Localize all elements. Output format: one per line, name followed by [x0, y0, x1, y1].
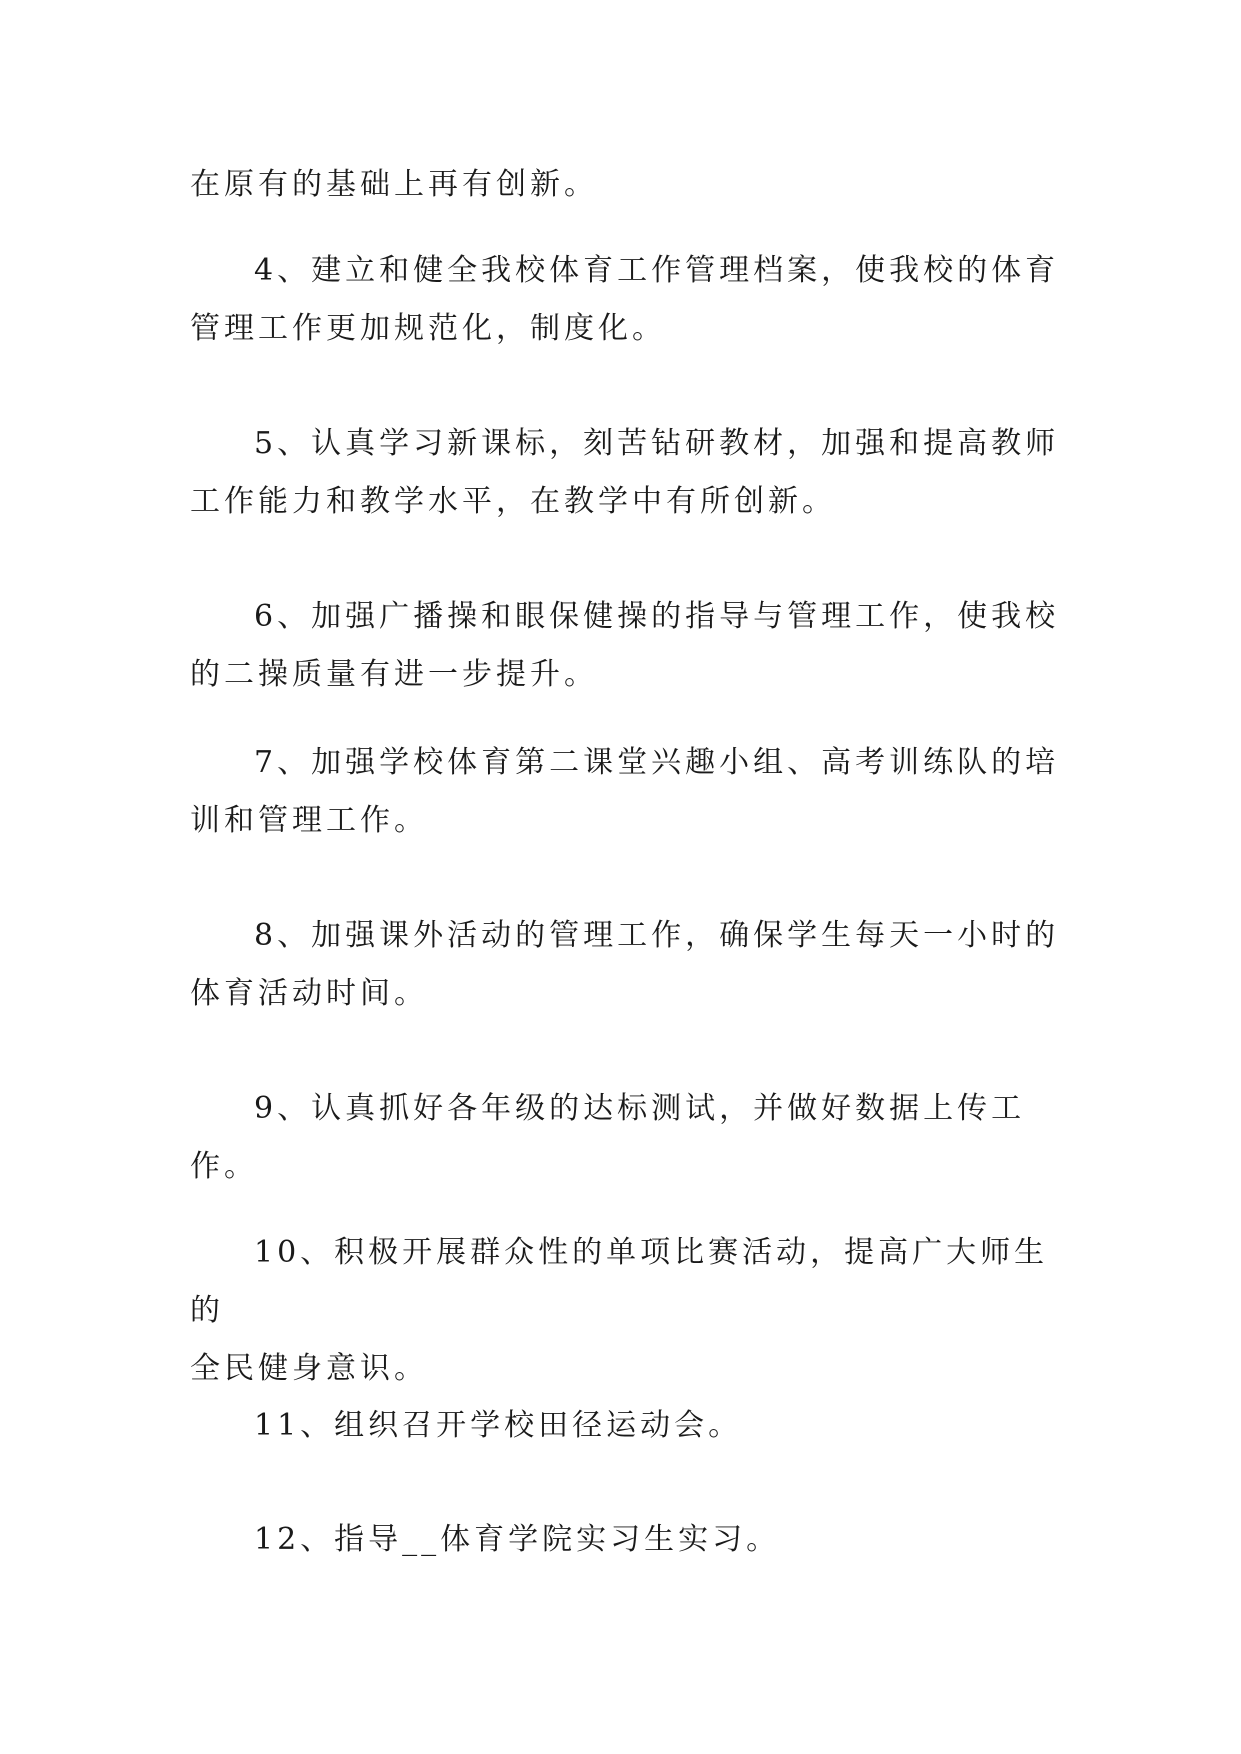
text-line: 4、建立和健全我校体育工作管理档案，使我校的体育	[254, 253, 1060, 288]
text-line: 11、组织召开学校田径运动会。	[254, 1408, 743, 1443]
text-line: 管理工作更加规范化，制度化。	[190, 311, 666, 346]
text-line: 12、指导__体育学院实习生实习。	[254, 1522, 781, 1557]
paragraph-item-11	[190, 1397, 1070, 1455]
text-line: 工作能力和教学水平，在教学中有所创新。	[190, 484, 836, 519]
text-line: 体育活动时间。	[190, 976, 428, 1011]
paragraph-item-12	[190, 1511, 1070, 1569]
text-line: 8、加强课外活动的管理工作，确保学生每天一小时的	[254, 918, 1060, 953]
paragraph-item-9	[190, 1080, 1070, 1196]
text-line: 9、认真抓好各年级的达标测试，并做好数据上传工作。	[190, 1091, 1026, 1184]
paragraph-item-5	[190, 415, 1070, 531]
text-line: 10、积极开展群众性的单项比赛活动，提高广大师生的	[190, 1235, 1049, 1328]
text-line: 训和管理工作。	[190, 803, 428, 838]
text-line: 5、认真学习新课标，刻苦钻研教材，加强和提高教师	[254, 426, 1060, 461]
paragraph-item-8	[190, 907, 1070, 1023]
paragraph-item-10	[190, 1224, 1070, 1398]
text-line: 在原有的基础上再有创新。	[190, 167, 598, 202]
paragraph-continuation	[190, 156, 1070, 214]
paragraph-item-6	[190, 588, 1070, 704]
text-line: 6、加强广播操和眼保健操的指导与管理工作，使我校	[254, 599, 1060, 634]
text-line: 7、加强学校体育第二课堂兴趣小组、高考训练队的培	[254, 745, 1060, 780]
text-line: 全民健身意识。	[190, 1351, 428, 1386]
text-line: 的二操质量有进一步提升。	[190, 657, 598, 692]
paragraph-item-4	[190, 242, 1070, 358]
paragraph-item-7	[190, 734, 1070, 850]
